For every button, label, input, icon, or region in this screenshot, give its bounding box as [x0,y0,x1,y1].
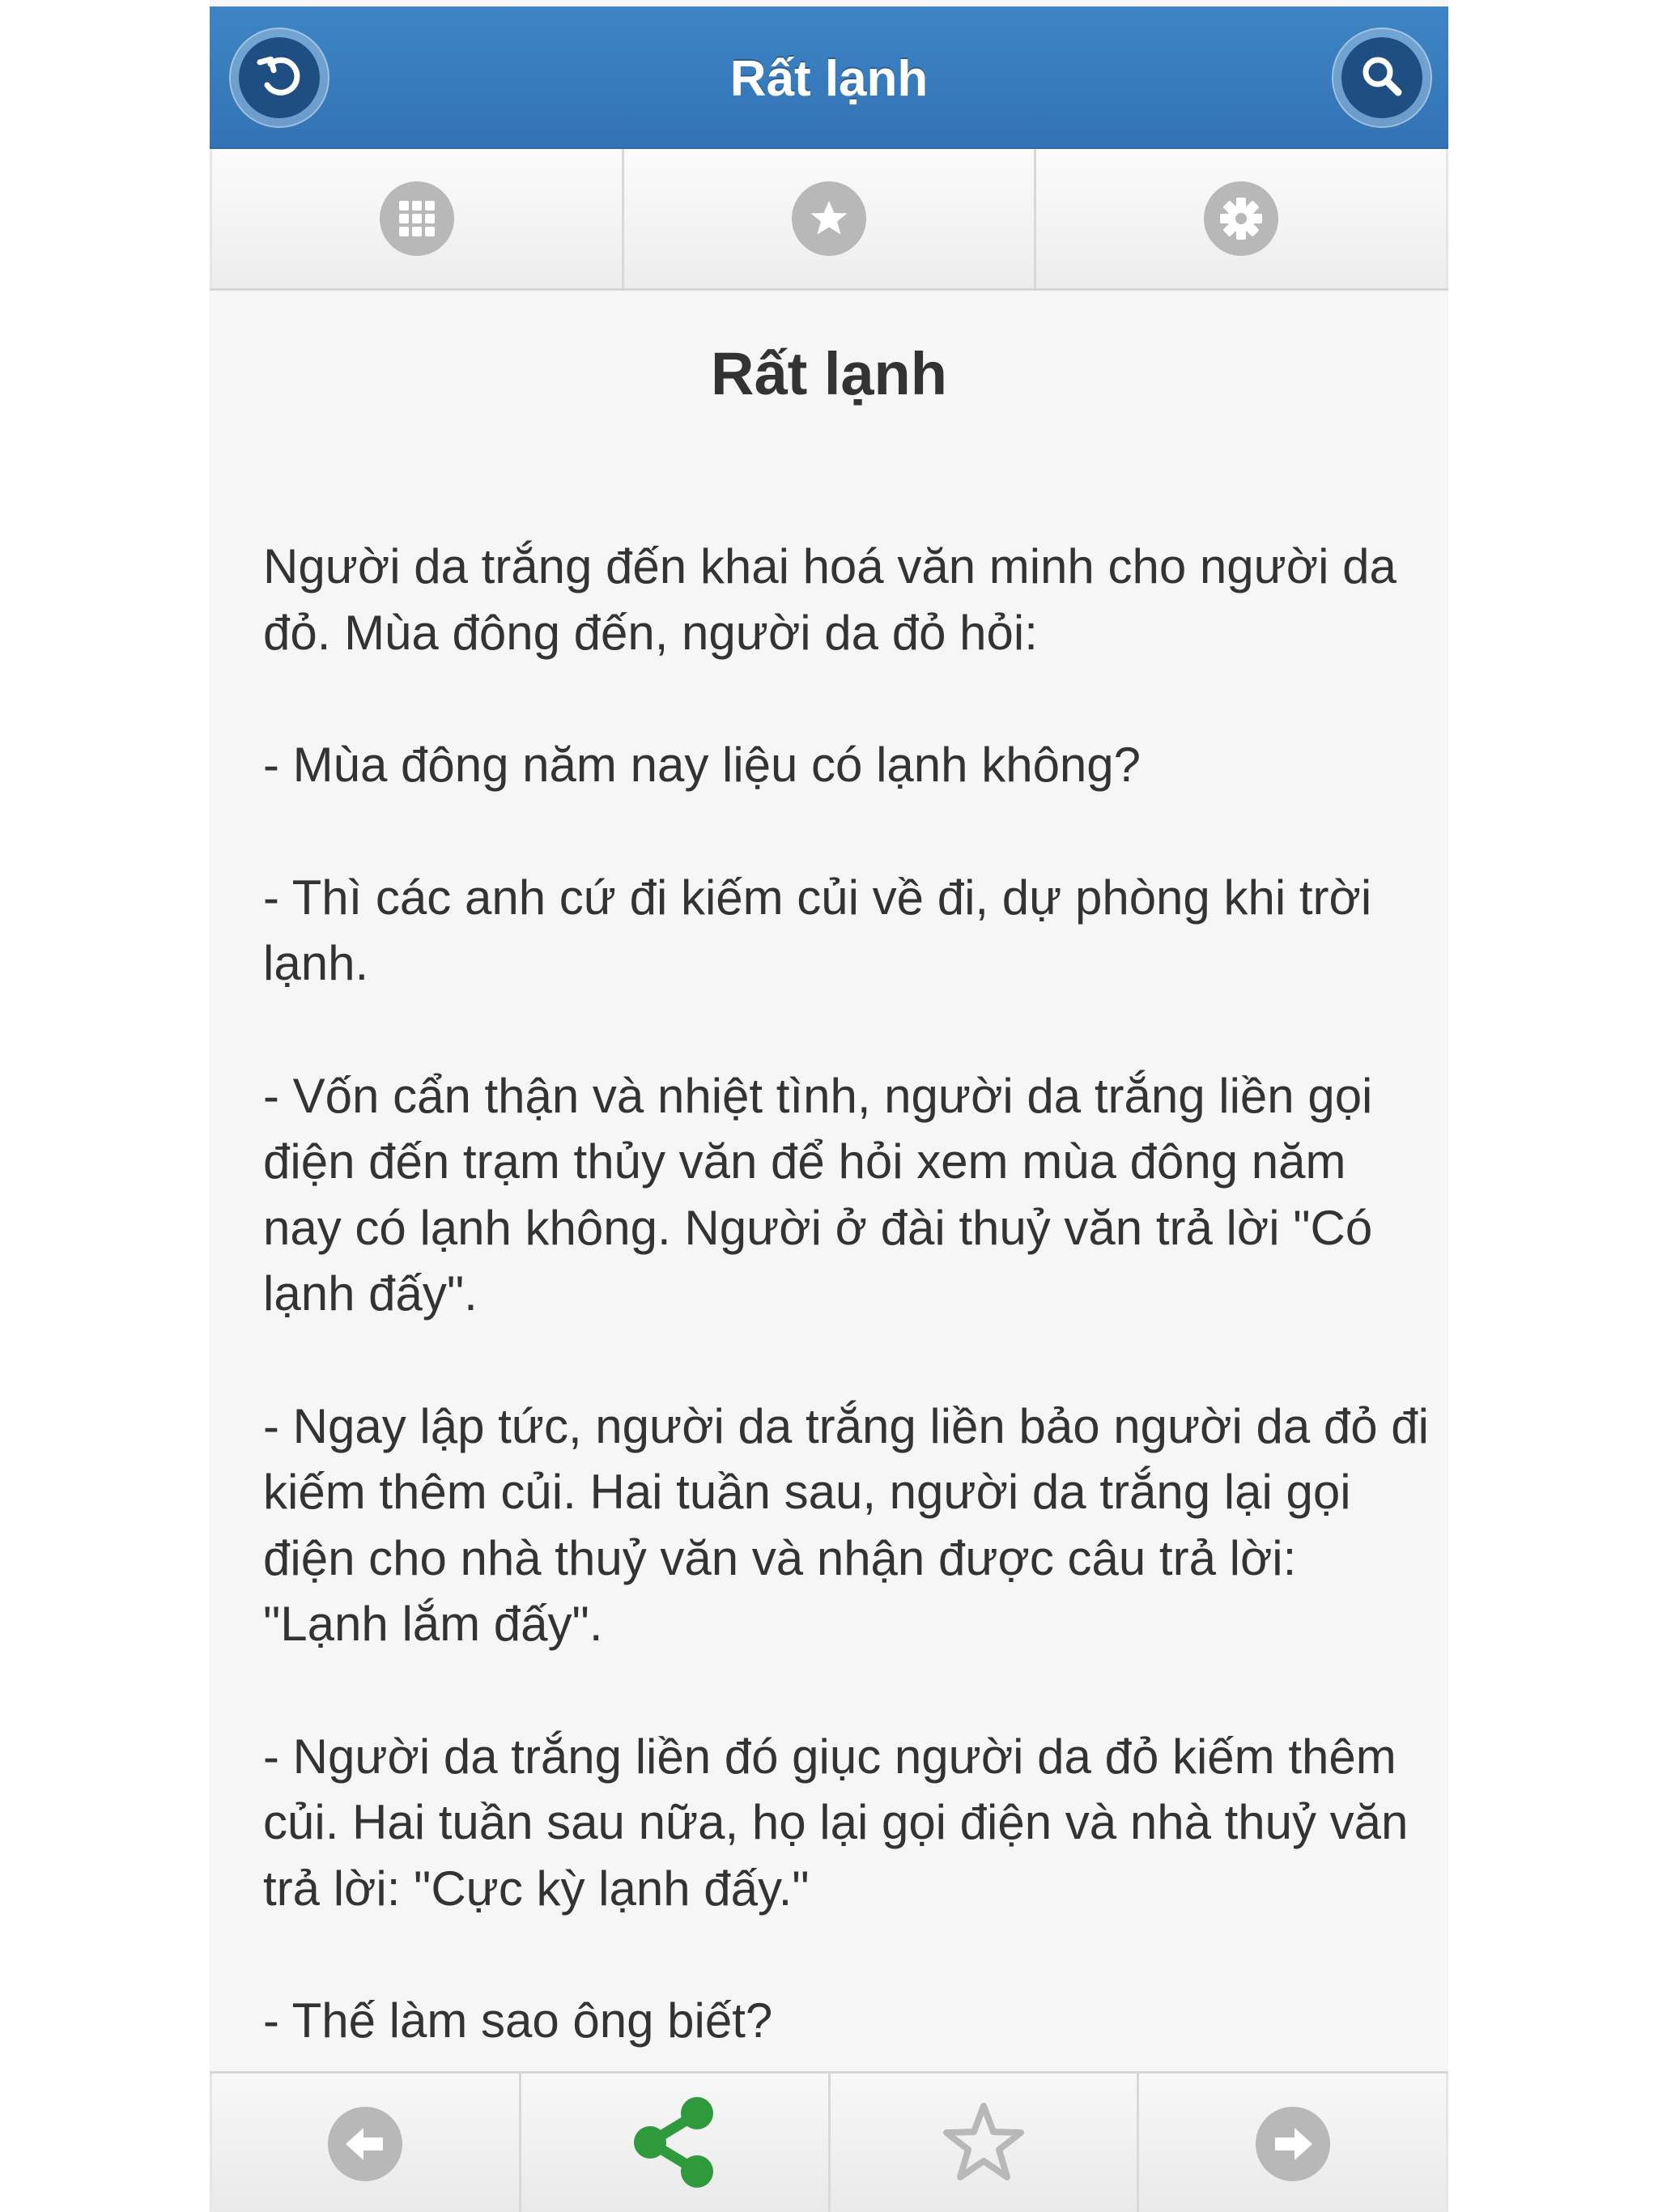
header-bar [210,6,1448,149]
previous-arrow-icon [328,2107,402,2181]
star-icon [792,181,866,256]
next-arrow-icon [1256,2107,1330,2181]
article-paragraph: - Mùa đông năm nay liệu có lạnh không? [263,738,1141,792]
previous-button[interactable] [210,2074,519,2212]
article-body [263,534,1429,2121]
tab-favorites[interactable] [622,149,1034,288]
search-icon [1358,52,1406,104]
favorite-star-outline-icon [941,2101,1027,2188]
top-tab-bar [210,149,1448,291]
app-screen [210,0,1448,2212]
add-favorite-button[interactable] [828,2074,1137,2212]
share-icon [629,2095,720,2193]
article-paragraph: - Người da trắng liền đó giục người da đỏ kiếm thêm củi. Hai tuần sau nữa, họ lại gọi điện và nhà thuỷ văn trả lời: "Cực kỳ lạnh đấy." [263,1729,1409,1916]
gear-icon [1204,181,1278,256]
article-paragraph: - Vốn cẩn thận và nhiệt tình, người da trắng liền gọi điện đến trạm thủy văn để hỏi xem mùa đông năm nay có lạnh không. Người ở đài thuỷ văn trả lời "Có lạnh đấy". [263,1068,1373,1321]
share-button[interactable] [519,2074,828,2212]
bottom-toolbar [210,2071,1448,2212]
next-button[interactable] [1137,2074,1448,2212]
tab-settings[interactable] [1034,149,1448,288]
article-paragraph: - Thế làm sao ông biết? [263,1993,773,2048]
tab-categories[interactable] [210,149,622,288]
article-paragraph: - Thì các anh cứ đi kiếm củi về đi, dự phòng khi trời lạnh. [263,870,1372,990]
grid-icon [380,181,454,256]
article-title: Rất lạnh [711,340,947,407]
article-paragraph: Người da trắng đến khai hoá văn minh cho người da đỏ. Mùa đông đến, người da đỏ hỏi: [263,539,1397,660]
article-paragraph: - Ngay lập tức, người da trắng liền bảo người da đỏ đi kiếm thêm củi. Hai tuần sau, người da trắng lại gọi điện cho nhà thuỷ văn và nhận được câu trả lời: "Lạnh lắm đấy". [263,1398,1429,1651]
search-button[interactable] [1332,28,1432,128]
header-title: Rất lạnh [729,51,929,107]
